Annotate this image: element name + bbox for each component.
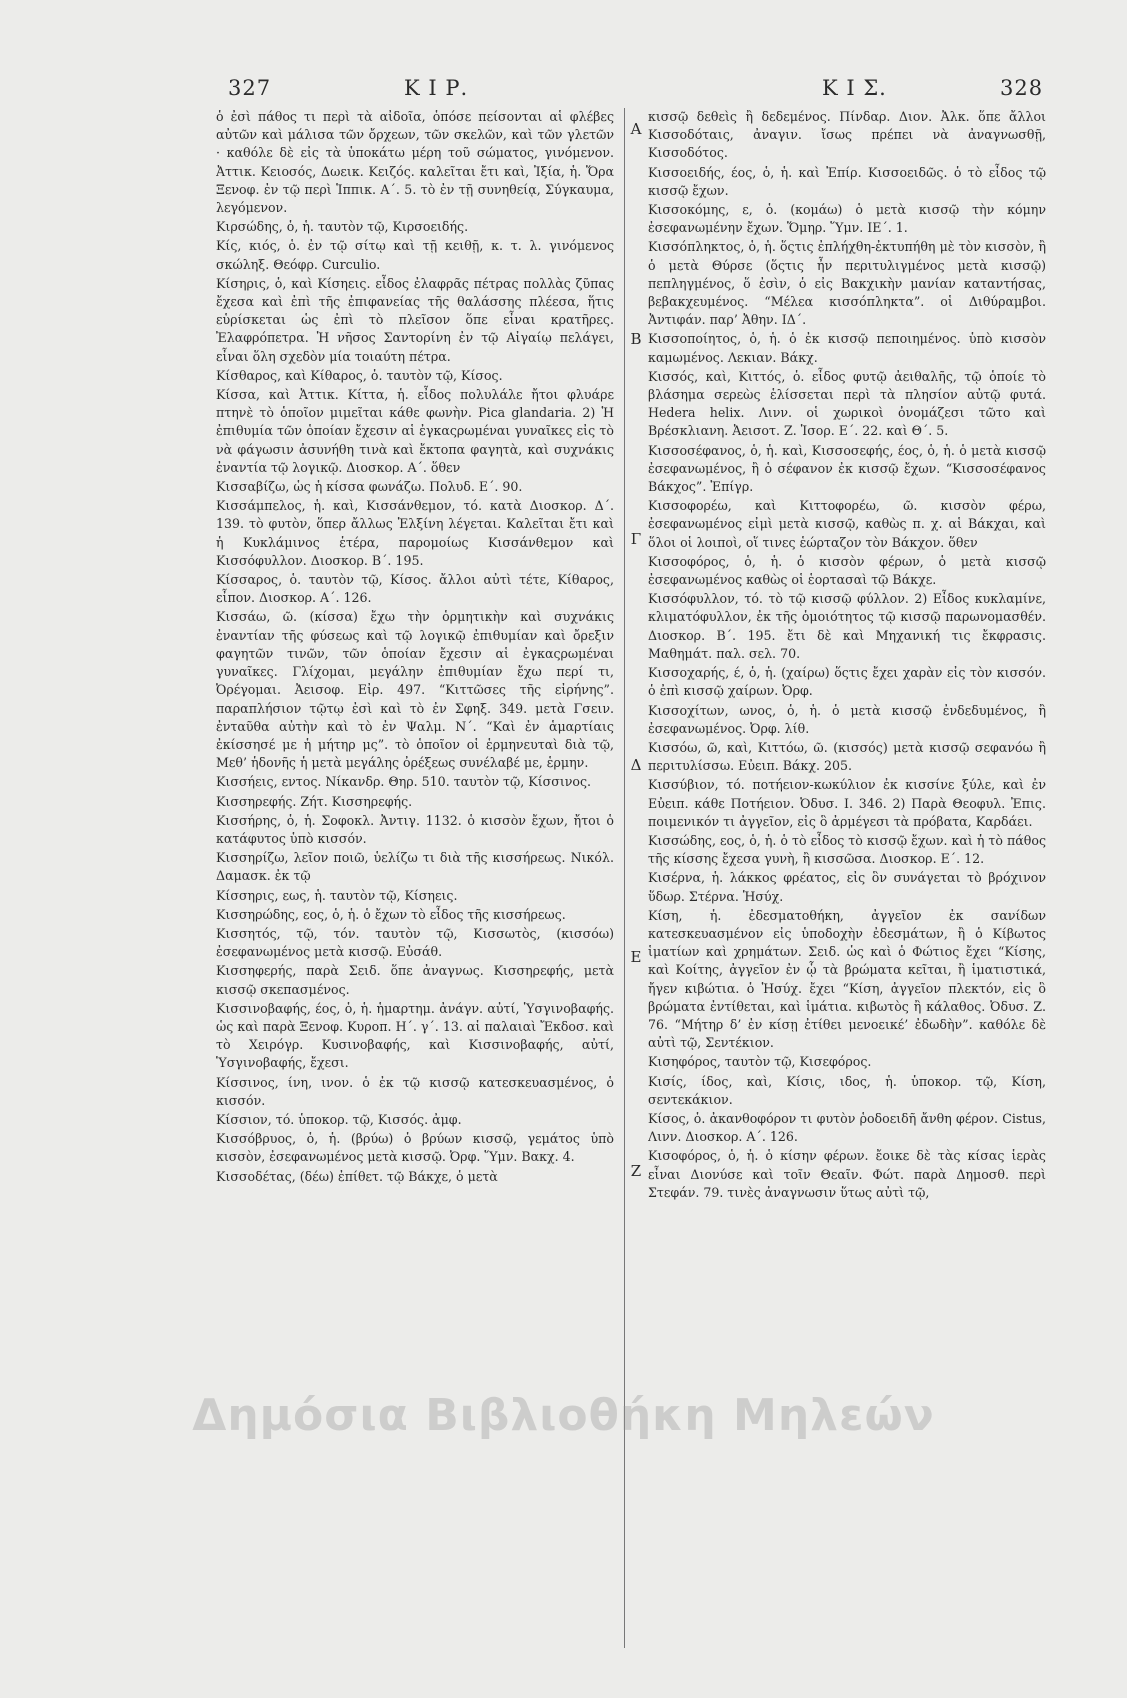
dictionary-entry: Κίσσινος, ίνη, ινον. ὁ ἐκ τῷ κισσῷ κατεσκευασμένος, ὁ κισσόν. <box>216 1074 614 1108</box>
dictionary-entry: Κισίς, ίδος, καὶ, Κίσις, ιδος, ἡ. ὑποκορ. τῷ, Κίση, σεντεκάκιον. <box>648 1073 1046 1107</box>
dictionary-entry: Κίσθαρος, καὶ Κίθαρος, ὁ. ταυτὸν τῷ, Κίσος. <box>216 367 503 383</box>
dictionary-entry: Κισσητός, τῷ, τόν. ταυτὸν τῷ, Κισσωτὸς, (κισσόω) ἐσεφανωμένος μετὰ κισσῷ. Εὐσάθ. <box>216 925 614 960</box>
dictionary-entry: Κίσσαρος, ὁ. ταυτὸν τῷ, Κίσος. ἄλλοι αὐτὶ τέτε, Κίθαρος, εἶπον. Διοσκορ. Α΄. 126. <box>216 572 614 606</box>
dictionary-entry: Κισσοκόμης, ε, ὁ. (κομάω) ὁ μετὰ κισσῷ τὴν κόμην ἐσεφανωμένην ἔχων. Ὅμηρ. Ὕμν. ΙΕ΄. 1. <box>648 202 1046 236</box>
dictionary-entry: Κισσοχίτων, ωνος, ὁ, ἡ. ὁ μετὰ κισσῷ ἐνδεδυμένος, ἢ ἐσεφανωμένος. Ὀρφ. λίθ. <box>648 702 1046 736</box>
dictionary-entry: Κίσος, ὁ. ἀκανθοφόρον τι φυτὸν ῥοδοειδῆ ἄνθη φέρον. Cistus, Λινν. Διοσκορ. Α΄. 126. <box>648 1110 1046 1145</box>
dictionary-entry: Κισσοσέφανος, ὁ, ἡ. καὶ, Κισσοσεφής, έος, ὁ, ἡ. ὁ μετὰ κισσῷ ἐσεφανωμένος, ἢ ὁ σέφανον ἐκ κισσῷ ἔχων. “Κισσοσέφανος Βάκχος”. Ἐπίγρ. <box>648 442 1046 495</box>
left-running-head: Κ Ι Ρ. <box>404 76 469 100</box>
right-running-head: Κ Ι Σ. <box>822 76 887 100</box>
section-letter: A <box>630 120 642 138</box>
dictionary-entry: Κισσήρης, ὁ, ἡ. Σοφοκλ. Ἀντιγ. 1132. ὁ κισσὸν ἔχων, ἤτοι ὁ κατάφυτος ὑπὸ κισσόν. <box>216 812 614 846</box>
dictionary-entry: Κισσινοβαφής, έος, ὁ, ἡ. ἡμαρτημ. ἀνάγν. αὐτί, Ὑσγινοβαφής. ὡς καὶ παρὰ Ξενοφ. Κυροπ. Η΄. γ΄. 13. αἱ παλαιαὶ Ἔκδοσ. καὶ τὸ Χειρόγρ. Κυσινοβαφής, καὶ Κισσινοβαφής, αὐτί, Ὑσγινοβαφής, ἔχεσι. <box>216 1000 614 1071</box>
dictionary-entry: Κισέρνα, ἡ. λάκκος φρέατος, εἰς ὃν συνάγεται τὸ βρόχινον ὕδωρ. Στέρνα. Ἡσύχ. <box>648 870 1046 904</box>
dictionary-entry: Κισσόβρυος, ὁ, ἡ. (βρύω) ὁ βρύων κισσῷ, γεμάτος ὑπὸ κισσὸν, ἐσεφανωμένος μετὰ κισσῷ. Ὀρφ. Ὕμν. Βακχ. 4. <box>216 1131 614 1165</box>
dictionary-entry: Κισσοποίητος, ὁ, ἡ. ὁ ἐκ κισσῷ πεποιημένος. ὑπὸ κισσὸν καμωμένος. Λεκιαν. Βάκχ. <box>648 331 1046 365</box>
dictionary-entry: Κισσόπληκτος, ὁ, ἡ. ὅςτις ἐπλήχθη-ἐκτυπήθη μὲ τὸν κισσὸν, ἢ ὁ μετὰ Θύρσε (ὅςτις ἦν περιτυλιγμένος μετὰ κισσῷ) πεπληγμένος, ὅ ἐσὶν, ὁ εἰς Βακχικὴν μανίαν καταντήσας, βεβακχευμένος. “Μέλεα κισσόπληκτα”. οἱ Διθύραμβοι. Ἀντιφάν. παρ’ Ἀθην. ΙΔ΄. <box>648 239 1046 328</box>
dictionary-entry: Κισσηρίζω, λεῖον ποιῶ, ὑελίζω τι διὰ τῆς κισσήρεως. Νικόλ. Δαμασκ. ἐκ τῷ <box>216 850 614 884</box>
dictionary-entry: Κίς, κιός, ὁ. ἐν τῷ σίτῳ καὶ τῇ κειθῇ, κ. τ. λ. γινόμενος σκώληξ. Θεόφρ. Curculio. <box>216 238 614 272</box>
dictionary-entry: Κισσόω, ῶ, καὶ, Κιττόω, ῶ. (κισσός) μετὰ κισσῷ σεφανόω ἢ περιτυλίσσω. Εὐειπ. Βάκχ. 205. <box>648 739 1046 774</box>
dictionary-entry: Κισσήεις, εντος. Νίκανδρ. Θηρ. 510. ταυτὸν τῷ, Κίσσινος. <box>216 774 592 790</box>
dictionary-entry: Κισσοδέτας, (δέω) ἐπίθετ. τῷ Βάκχε, ὁ μετὰ <box>216 1168 498 1184</box>
dictionary-entry: Κισσοφορέω, καὶ Κιττοφορέω, ῶ. κισσὸν φέρω, ἐσεφανωμένος εἰμὶ μετὰ κισσῷ, καθὼς π. χ. αἱ Βάκχαι, καὶ ὅλοι οἱ λοιποὶ, οἵ τινες ἑώρταζον τὸν Βάκχον. ὅθεν <box>648 498 1046 550</box>
right-page-number: 328 <box>1000 76 1044 100</box>
dictionary-entry: Κισσόφυλλον, τό. τὸ τῷ κισσῷ φύλλον. 2) Εἶδος κυκλαμίνε, κλιματόφυλλον, ἐκ τῆς ὁμοιότητος τῷ κισσῷ παρωνομασθέν. Διοσκορ. Β΄. 195. ἔτι δὲ καὶ Μηχανική τις ἔκφρασις. Μαθημάτ. παλ. σελ. 70. <box>648 591 1046 661</box>
section-letter: Γ <box>630 530 642 548</box>
section-letter: Δ <box>630 756 642 774</box>
dictionary-entry: Κίσσιον, τό. ὑποκορ. τῷ, Κισσός. ἀμφ. <box>216 1111 462 1127</box>
library-watermark: Δημόσια Βιβλιοθήκη Μηλεών <box>192 1390 935 1441</box>
dictionary-entry: Κισηφόρος, ταυτὸν τῷ, Κισεφόρος. <box>648 1054 872 1070</box>
dictionary-entry: Κισσηρώδης, εος, ὁ, ἡ. ὁ ἔχων τὸ εἶδος τῆς κισσήρεως. <box>216 906 566 922</box>
dictionary-entry: Κιρσώδης, ὁ, ἡ. ταυτὸν τῷ, Κιρσοειδής. <box>216 219 469 235</box>
left-page-number: 327 <box>228 76 272 100</box>
dictionary-entry: Κισσύβιον, τό. ποτήειον-κωκύλιον ἐκ κισσίνε ξύλε, καὶ ἐν Εὐειπ. κάθε Ποτήειον. Ὀδυσ. Ι. 346. 2) Παρὰ Θεοφυλ. Ἐπις. ποιμενικόν τι ἀγγεῖον, εἰς ὃ ἀρμέγεσι τὰ πρόβατα, Καρδάει. <box>648 777 1046 829</box>
dictionary-entry: Κισσάμπελος, ἡ. καὶ, Κισσάνθεμον, τό. κατὰ Διοσκορ. Δ΄. 139. τὸ φυτὸν, ὅπερ ἄλλως Ἑλξίνη λέγεται. Καλεῖται ἔτι καὶ ἡ Κυκλάμινος ἑτέρα, παρομοίως Κισσάνθεμον καὶ Κισσόφυλλον. Διοσκορ. Β΄. 195. <box>216 498 614 568</box>
dictionary-entry: Κισσοειδής, έος, ὁ, ἡ. καὶ Ἐπίρ. Κισσοειδῶς. ὁ τὸ εἶδος τῷ κισσῷ ἔχων. <box>648 164 1046 198</box>
dictionary-entry: Κισσός, καὶ, Κιττός, ὁ. εἶδος φυτῷ ἀειθαλῆς, τῷ ὁποίε τὸ βλάσημα σερεὼς ἑλίσσεται περὶ τὰ πλησίον αὐτῷ φυτά. Hedera helix. Λινν. οἱ χωρικοὶ ὀνομάζεσι τῶτο καὶ Βρέσκλιανη. Ἀεισοτ. Ζ. Ἱσορ. Ε΄. 22. καὶ Θ΄. 5. <box>648 368 1046 439</box>
section-letter: Z <box>630 1162 642 1180</box>
dictionary-entry: Κισοφόρος, ὁ, ἡ. ὁ κίσην φέρων. ἔοικε δὲ τὰς κίσας ἱερὰς εἶναι Διονύσε καὶ τοῖν Θεαῖν. Φώτ. παρὰ Δημοσθ. περὶ Στεφάν. 79. τινὲς ἀναγνωσιν ὕτως αὐτὶ τῷ, <box>648 1148 1046 1200</box>
dictionary-entry: Κισσηφερής, παρὰ Σειδ. ὅπε ἀναγνως. Κισσηρεφής, μετὰ κισσῷ σκεπασμένος. <box>216 963 614 997</box>
left-column <box>216 108 614 1698</box>
dictionary-entry: Κίσσηρις, εως, ἡ. ταυτὸν τῷ, Κίσηεις. <box>216 887 458 903</box>
dictionary-entry: Κισσοχαρής, έ, ὁ, ἡ. (χαίρω) ὅςτις ἔχει χαρὰν εἰς τὸν κισσόν. ὁ ἐπὶ κισσῷ χαίρων. Ὀρφ. <box>648 665 1046 699</box>
dictionary-entry: Κισσηρεφής. Ζήτ. Κισσηρεφής. <box>216 793 413 809</box>
dictionary-entry: Κίσσα, καὶ Ἀττικ. Κίττα, ἡ. εἶδος πολυλάλε ἤτοι φλυάρε πτηνὲ τὸ ὁποῖον μιμεῖται κάθε φωνὴν. Pica glandaria. 2) Ἡ ἐπιθυμία τῶν ὁποίαν ἔχεσιν αἱ ἐγκαςρωμέναι γυναῖκες εἰς τὸ νὰ φάγωσιν ἀσυνήθη τινὰ καὶ ἔκτοπα φαγητὰ, καὶ συχνάκις ἐναντία τῷ λογικῷ. Διοσκορ. Α΄. ὅθεν <box>216 387 614 475</box>
dictionary-entry: Κίσηρις, ὁ, καὶ Κίσηεις. εἶδος ἐλαφρᾶς πέτρας πολλὰς ζῦπας ἔχεσα καὶ ἐπὶ τῆς ἐπιφανείας τῆς θαλάσσης πλέεσα, ἥτις εὑρίσκεται ὡς ἐπὶ τὸ πλεῖσον ὅπε εἶναι κρατῆρες. Ἐλαφρόπετρα. Ἡ νῆσος Σαντορίνη ἐν τῷ Αἰγαίῳ πελάγει, εἶναι ὅλη σχεδὸν μία τοιαύτη πέτρα. <box>216 275 614 364</box>
dictionary-entry: Κισσαβίζω, ὡς ἡ κίσσα φωνάζω. Πολυδ. Ε΄. 90. <box>216 479 523 495</box>
right-column <box>648 108 1046 1698</box>
dictionary-entry: Κισσάω, ῶ. (κίσσα) ἔχω τὴν ὁρμητικὴν καὶ συχνάκις ἐναντίαν τῆς φύσεως καὶ τῷ λογικῷ ἐπιθυμίαν καὶ ὄρεξιν φαγητῶν τινῶν, τῶν ὁποίαν ἔχεσιν αἱ ἐγκαςρωμέναι γυναῖκες. Γλίχομαι, μεγάλην ἐπιθυμίαν ἔχω περί τι, Ὀρέγομαι. Ἀεισοφ. Εἰρ. 497. “Κιττῶσες τῆς εἰρήνης”. παραπλήσιον τῷτῳ ἐσὶ καὶ τὸ ἐν Σφηξ. 349. μετὰ Γσειν. ἐνταῦθα αὐτὴν καὶ τὸ ἐν Ψαλμ. Ν΄. “Καὶ ἐν ἁμαρτίαις ἐκίσσησέ με ἡ μήτηρ μς”. τὸ ὁποῖον οἱ ἑρμηνευταὶ διὰ τῷ, Μεθ’ ἡδονῆς ἡ μετὰ μεγάλης ὀρέξεως συνέλαβέ με, ἑρμην. <box>216 609 614 771</box>
section-letter: E <box>630 948 642 966</box>
dictionary-entry: κισσῷ δεθεὶς ἢ δεδεμένος. Πίνδαρ. Διον. Ἀλκ. ὅπε ἄλλοι Κισσοδόταις, ἀναγιν. ἴσως πρέπει νὰ ἀναγνωσθῇ, Κισσοδότος. <box>648 109 1046 161</box>
section-letter: B <box>630 330 642 348</box>
dictionary-entry: Κίση, ἡ. ἐδεσματοθήκη, ἀγγεῖον ἐκ σανίδων κατεσκευασμένον εἰς ὑποδοχὴν ἐδεσμάτων, ἢ ὁ Κίβωτος ἱματίων καὶ χρημάτων. Σειδ. ὡς καὶ ὁ Φώτιος ἔχει “Κίσης, καὶ Κοίτης, ἀγγεῖον ἐν ᾧ τὰ βρώματα κεῖται, ἢ ἱματιστικά, ἤγεν κιβώτια. ὁ Ἡσύχ. ἔχει “Κίση, ἀγγεῖον πλεκτόν, εἰς ὃ βρώματα ἐντίθεται, καὶ ἱμάτια. κιβωτὸς ἢ κάλαθος. Ὀδυσ. Ζ. 76. “Μήτηρ δ’ ἐν κίσῃ ἐτίθει μενοεικέ’ ἐδωδὴν”. καθόλε δὲ αὐτὶ τῷ, Σεντέκιον. <box>648 907 1046 1051</box>
dictionary-entry: ὁ ἐσὶ πάθος τι περὶ τὰ αἰδοῖα, ὁπόσε πείσονται αἱ φλέβες αὐτῶν καὶ μάλισα τῶν ὄρχεων, τῶν σκελῶν, καὶ τῶν γλετῶν · καθόλε δὲ εἰς τὰ ὑποκάτω μέρη τοῦ σώματος, γινόμενον. Ἀττικ. Κειοσός, Δωεικ. Κειζός. καλεῖται ἔτι καὶ, Ἰξία, ἡ. Ὅρα Ξενοφ. ἐν τῷ περὶ Ἱππικ. Α΄. 5. τὸ ἐν τῇ συνηθείᾳ, Σύγκαυμα, λεγόμενον. <box>216 109 614 216</box>
dictionary-entry: Κισσώδης, εος, ὁ, ἡ. ὁ τὸ εἶδος τὸ κισσῷ ἔχων. καὶ ἡ τὸ πάθος τῆς κίσσης ἔχεσα γυνὴ, ἢ κισσῶσα. Διοσκορ. Ε΄. 12. <box>648 832 1046 867</box>
dictionary-entry: Κισσοφόρος, ὁ, ἡ. ὁ κισσὸν φέρων, ὁ μετὰ κισσῷ ἐσεφανωμένος καθὼς οἱ ἑορτασαὶ τῷ Βάκχε. <box>648 553 1046 588</box>
